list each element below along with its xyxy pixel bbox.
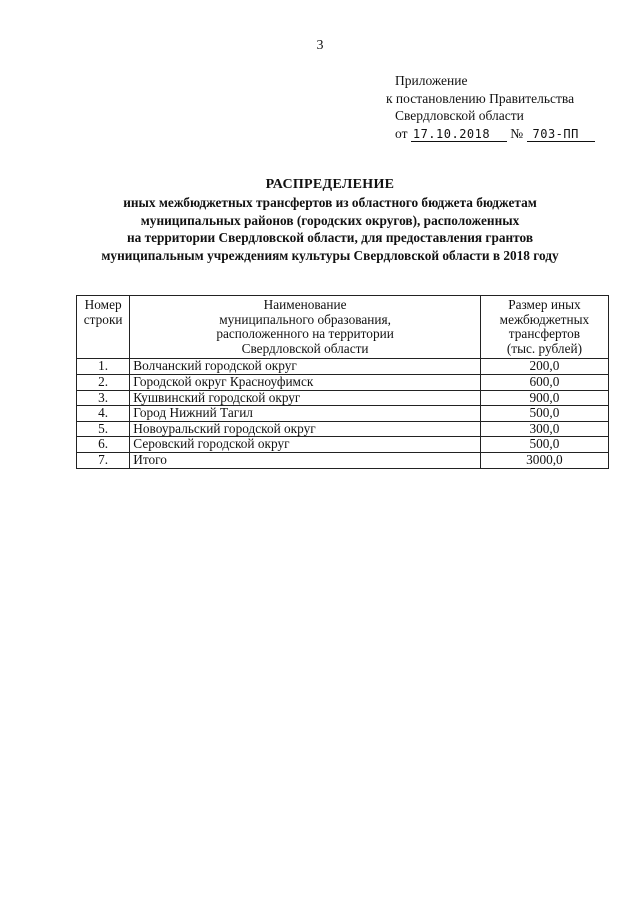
- table-total-row: [77, 452, 609, 468]
- header-row-number: Номер строки: [77, 296, 130, 359]
- decree-date: 17.10.2018: [411, 127, 507, 142]
- header-amount: Размер иных межбюджетных трансфертов (тыс. рублей): [480, 296, 608, 359]
- number-prefix: №: [510, 125, 524, 141]
- row-number: 1.: [77, 359, 130, 375]
- row-number: 4.: [77, 406, 130, 422]
- total-amount: 3000,0: [480, 452, 608, 468]
- appendix-date-number-line: [386, 125, 595, 143]
- heading-line: иных межбюджетных трансфертов из областного бюджета бюджетам: [123, 194, 537, 210]
- municipality-name: Кушвинский городской округ: [130, 390, 481, 406]
- transfer-amount: 900,0: [480, 390, 608, 406]
- table-header-row: [77, 296, 609, 359]
- row-number: 3.: [77, 390, 130, 406]
- table-row: [77, 437, 609, 453]
- heading-line: муниципальным учреждениям культуры Свердловской области в 2018 году: [101, 248, 559, 264]
- date-prefix: от: [395, 125, 408, 141]
- row-number: 2.: [77, 374, 130, 390]
- table-row: [77, 406, 609, 422]
- municipality-name: Новоуральский городской округ: [130, 421, 481, 437]
- page-number: 3: [316, 38, 324, 53]
- appendix-label: Приложение: [395, 73, 468, 88]
- heading-title: РАСПРЕДЕЛЕНИЕ: [265, 177, 395, 192]
- header-municipality: Наименование муниципального образования, расположенного на территории Свердловской области: [130, 296, 481, 359]
- appendix-region-line: Свердловской области: [395, 108, 524, 123]
- transfer-amount: 600,0: [480, 374, 608, 390]
- transfer-amount: 500,0: [480, 437, 608, 453]
- transfer-amount: 200,0: [480, 359, 608, 375]
- row-number: 5.: [77, 421, 130, 437]
- row-number: 6.: [77, 437, 130, 453]
- heading-line: муниципальных районов (городских округов), расположенных: [140, 212, 520, 228]
- appendix-decree-line: к постановлению Правительства: [386, 90, 575, 106]
- transfer-amount: 300,0: [480, 421, 608, 437]
- transfer-amount: 500,0: [480, 406, 608, 422]
- document-heading: [60, 176, 600, 265]
- municipality-name: Серовский городской округ: [130, 437, 481, 453]
- total-label: Итого: [130, 452, 481, 468]
- distribution-table: [76, 295, 609, 469]
- table-row: [77, 374, 609, 390]
- decree-number: 703-ПП: [527, 127, 595, 142]
- table-row: [77, 421, 609, 437]
- appendix-block: [386, 72, 595, 142]
- heading-line: на территории Свердловской области, для предоставления грантов: [126, 230, 534, 246]
- row-number: 7.: [77, 452, 130, 468]
- municipality-name: Городской округ Красноуфимск: [130, 374, 481, 390]
- municipality-name: Город Нижний Тагил: [130, 406, 481, 422]
- municipality-name: Волчанский городской округ: [130, 359, 481, 375]
- table-row: [77, 390, 609, 406]
- table-row: [77, 359, 609, 375]
